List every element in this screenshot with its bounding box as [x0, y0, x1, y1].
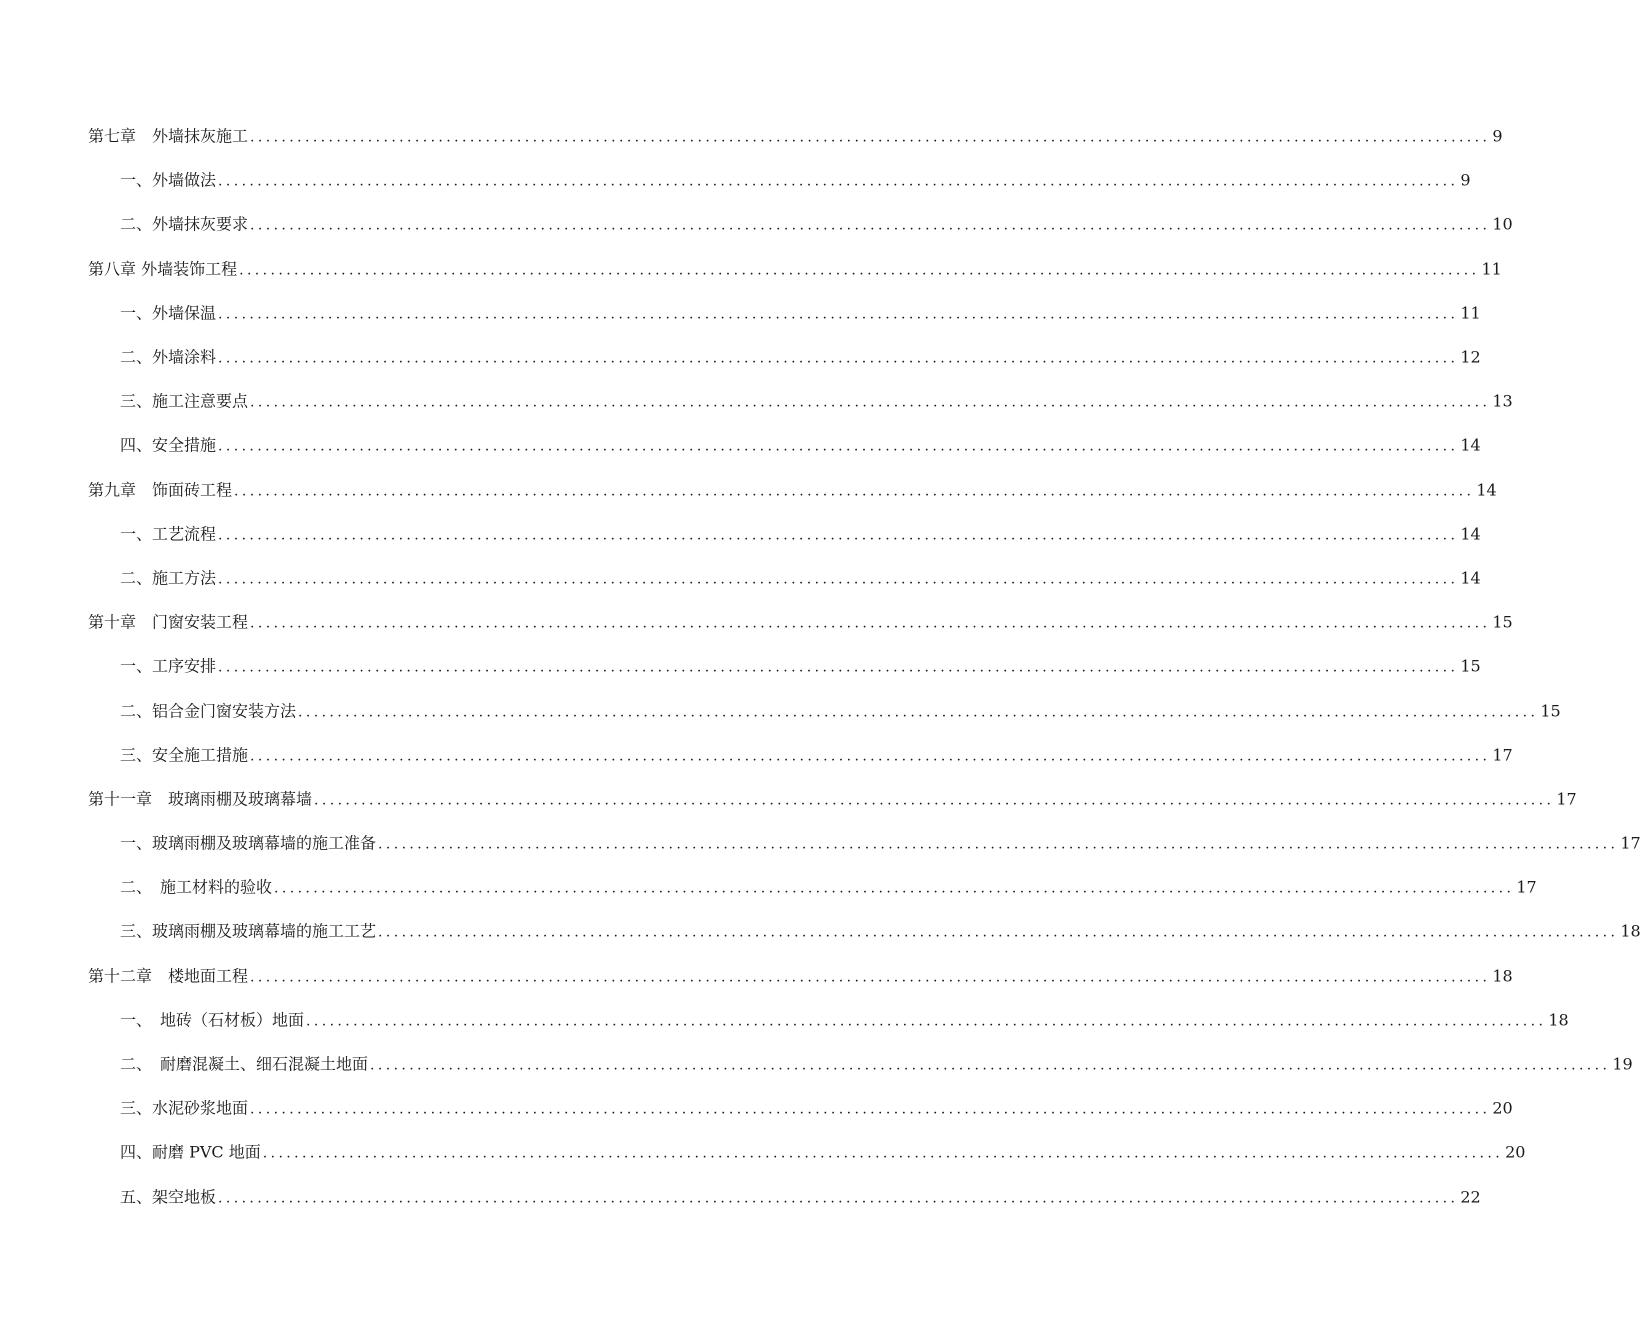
toc-entry-section[interactable] — [0, 1087, 1513, 1131]
toc-page-number: 17 — [1492, 745, 1513, 765]
toc-page-number: 11 — [1481, 259, 1502, 279]
toc-dot-leader: .............................................................................................................................................................. — [239, 262, 1480, 279]
toc-entry-chapter-12[interactable] — [0, 955, 1513, 999]
toc-entry-title: 一、玻璃雨棚及玻璃幕墙的施工准备 — [120, 833, 377, 853]
toc-entry-section[interactable] — [0, 910, 1641, 954]
toc-entry-title: 四、耐磨 PVC 地面 — [120, 1142, 261, 1162]
toc-entry-section[interactable] — [0, 999, 1569, 1043]
toc-entry-section[interactable] — [0, 203, 1513, 247]
toc-entry-section[interactable] — [0, 557, 1481, 601]
toc-entry-title: 一、外墙做法 — [120, 170, 217, 190]
toc-entry-chapter-7[interactable] — [0, 115, 1503, 159]
toc-page-number: 14 — [1460, 435, 1481, 455]
toc-entry-title: 第十二章 楼地面工程 — [88, 966, 249, 986]
toc-entry-section[interactable] — [0, 822, 1641, 866]
toc-entry-title: 三、安全施工措施 — [120, 745, 249, 765]
toc-page-number: 15 — [1460, 656, 1481, 676]
toc-entry-title: 五、架空地板 — [120, 1187, 217, 1207]
toc-entry-title: 三、水泥砂浆地面 — [120, 1098, 249, 1118]
toc-entry-title: 一、工艺流程 — [120, 524, 217, 544]
toc-dot-leader: .............................................................................................................................................................. — [378, 836, 1619, 853]
toc-dot-leader: .............................................................................................................................................................. — [262, 1145, 1504, 1162]
toc-entry-title: 二、外墙抹灰要求 — [120, 214, 249, 234]
toc-page-number: 9 — [1460, 170, 1471, 190]
toc-page-number: 17 — [1620, 833, 1641, 853]
toc-entry-title: 第十一章 玻璃雨棚及玻璃幕墙 — [88, 789, 313, 809]
toc-entry-chapter-8[interactable] — [0, 248, 1502, 292]
toc-entry-title: 四、安全措施 — [120, 435, 217, 455]
toc-entry-chapter-11[interactable] — [0, 778, 1577, 822]
toc-entry-title: 第九章 饰面砖工程 — [88, 480, 233, 500]
toc-page-number: 17 — [1556, 789, 1577, 809]
toc-dot-leader: .............................................................................................................................................................. — [218, 659, 1459, 676]
toc-page-number: 19 — [1612, 1054, 1633, 1074]
table-of-contents — [0, 115, 1641, 1220]
toc-entry-section[interactable] — [0, 513, 1481, 557]
toc-entry-section[interactable] — [0, 1043, 1633, 1087]
toc-page-number: 14 — [1460, 568, 1481, 588]
toc-entry-title: 第十章 门窗安装工程 — [88, 612, 249, 632]
toc-page-number: 18 — [1620, 921, 1641, 941]
toc-entry-section[interactable] — [0, 645, 1481, 689]
toc-entry-section[interactable] — [0, 1176, 1481, 1220]
toc-dot-leader: .............................................................................................................................................................. — [250, 129, 1491, 146]
toc-dot-leader: .............................................................................................................................................................. — [250, 615, 1491, 632]
toc-entry-title: 二、施工方法 — [120, 568, 217, 588]
toc-entry-chapter-10[interactable] — [0, 601, 1513, 645]
toc-entry-chapter-9[interactable] — [0, 469, 1497, 513]
toc-dot-leader: .............................................................................................................................................................. — [218, 527, 1459, 544]
toc-dot-leader: .............................................................................................................................................................. — [218, 306, 1459, 323]
toc-entry-title: 三、施工注意要点 — [120, 391, 249, 411]
toc-dot-leader: .............................................................................................................................................................. — [218, 571, 1459, 588]
toc-page-number: 20 — [1492, 1098, 1513, 1118]
toc-entry-title: 第八章 外墙装饰工程 — [88, 259, 238, 279]
toc-entry-title: 一、工序安排 — [120, 656, 217, 676]
toc-entry-title: 二、 耐磨混凝土、细石混凝土地面 — [120, 1054, 369, 1074]
toc-entry-title: 第七章 外墙抹灰施工 — [88, 126, 249, 146]
toc-dot-leader: .............................................................................................................................................................. — [378, 924, 1619, 941]
toc-dot-leader: .............................................................................................................................................................. — [250, 217, 1491, 234]
toc-entry-title: 一、 地砖（石材板）地面 — [120, 1010, 305, 1030]
toc-dot-leader: .............................................................................................................................................................. — [274, 880, 1515, 897]
toc-dot-leader: .............................................................................................................................................................. — [314, 792, 1555, 809]
toc-page-number: 20 — [1505, 1142, 1526, 1162]
toc-dot-leader: .............................................................................................................................................................. — [250, 748, 1491, 765]
toc-entry-section[interactable] — [0, 1131, 1526, 1175]
toc-page-number: 12 — [1460, 347, 1481, 367]
toc-dot-leader: .............................................................................................................................................................. — [250, 394, 1491, 411]
toc-entry-section[interactable] — [0, 734, 1513, 778]
toc-entry-section[interactable] — [0, 689, 1561, 733]
toc-dot-leader: .............................................................................................................................................................. — [250, 969, 1491, 986]
toc-dot-leader: .............................................................................................................................................................. — [234, 483, 1475, 500]
toc-page-number: 17 — [1516, 877, 1537, 897]
toc-entry-title: 二、外墙涂料 — [120, 347, 217, 367]
toc-dot-leader: .............................................................................................................................................................. — [218, 173, 1459, 190]
toc-dot-leader: .............................................................................................................................................................. — [218, 350, 1459, 367]
toc-entry-section[interactable] — [0, 292, 1481, 336]
toc-entry-section[interactable] — [0, 380, 1513, 424]
toc-dot-leader: .............................................................................................................................................................. — [298, 704, 1539, 721]
toc-entry-title: 二、 施工材料的验收 — [120, 877, 273, 897]
toc-dot-leader: .............................................................................................................................................................. — [306, 1013, 1547, 1030]
toc-page-number: 13 — [1492, 391, 1513, 411]
toc-entry-title: 一、外墙保温 — [120, 303, 217, 323]
toc-page-number: 18 — [1548, 1010, 1569, 1030]
toc-page-number: 10 — [1492, 214, 1513, 234]
toc-dot-leader: .............................................................................................................................................................. — [218, 438, 1459, 455]
toc-page-number: 15 — [1492, 612, 1513, 632]
toc-page-number: 14 — [1460, 524, 1481, 544]
toc-entry-title: 三、玻璃雨棚及玻璃幕墙的施工工艺 — [120, 921, 377, 941]
toc-entry-section[interactable] — [0, 159, 1471, 203]
toc-page-number: 22 — [1460, 1187, 1481, 1207]
toc-dot-leader: .............................................................................................................................................................. — [370, 1057, 1611, 1074]
toc-entry-title: 二、铝合金门窗安装方法 — [120, 701, 297, 721]
toc-page-number: 9 — [1492, 126, 1503, 146]
toc-entry-section[interactable] — [0, 424, 1481, 468]
toc-entry-section[interactable] — [0, 866, 1537, 910]
toc-entry-section[interactable] — [0, 336, 1481, 380]
toc-dot-leader: .............................................................................................................................................................. — [250, 1101, 1491, 1118]
toc-page-number: 14 — [1476, 480, 1497, 500]
toc-page-number: 11 — [1460, 303, 1481, 323]
toc-dot-leader: .............................................................................................................................................................. — [218, 1190, 1459, 1207]
toc-page-number: 18 — [1492, 966, 1513, 986]
toc-page-number: 15 — [1540, 701, 1561, 721]
